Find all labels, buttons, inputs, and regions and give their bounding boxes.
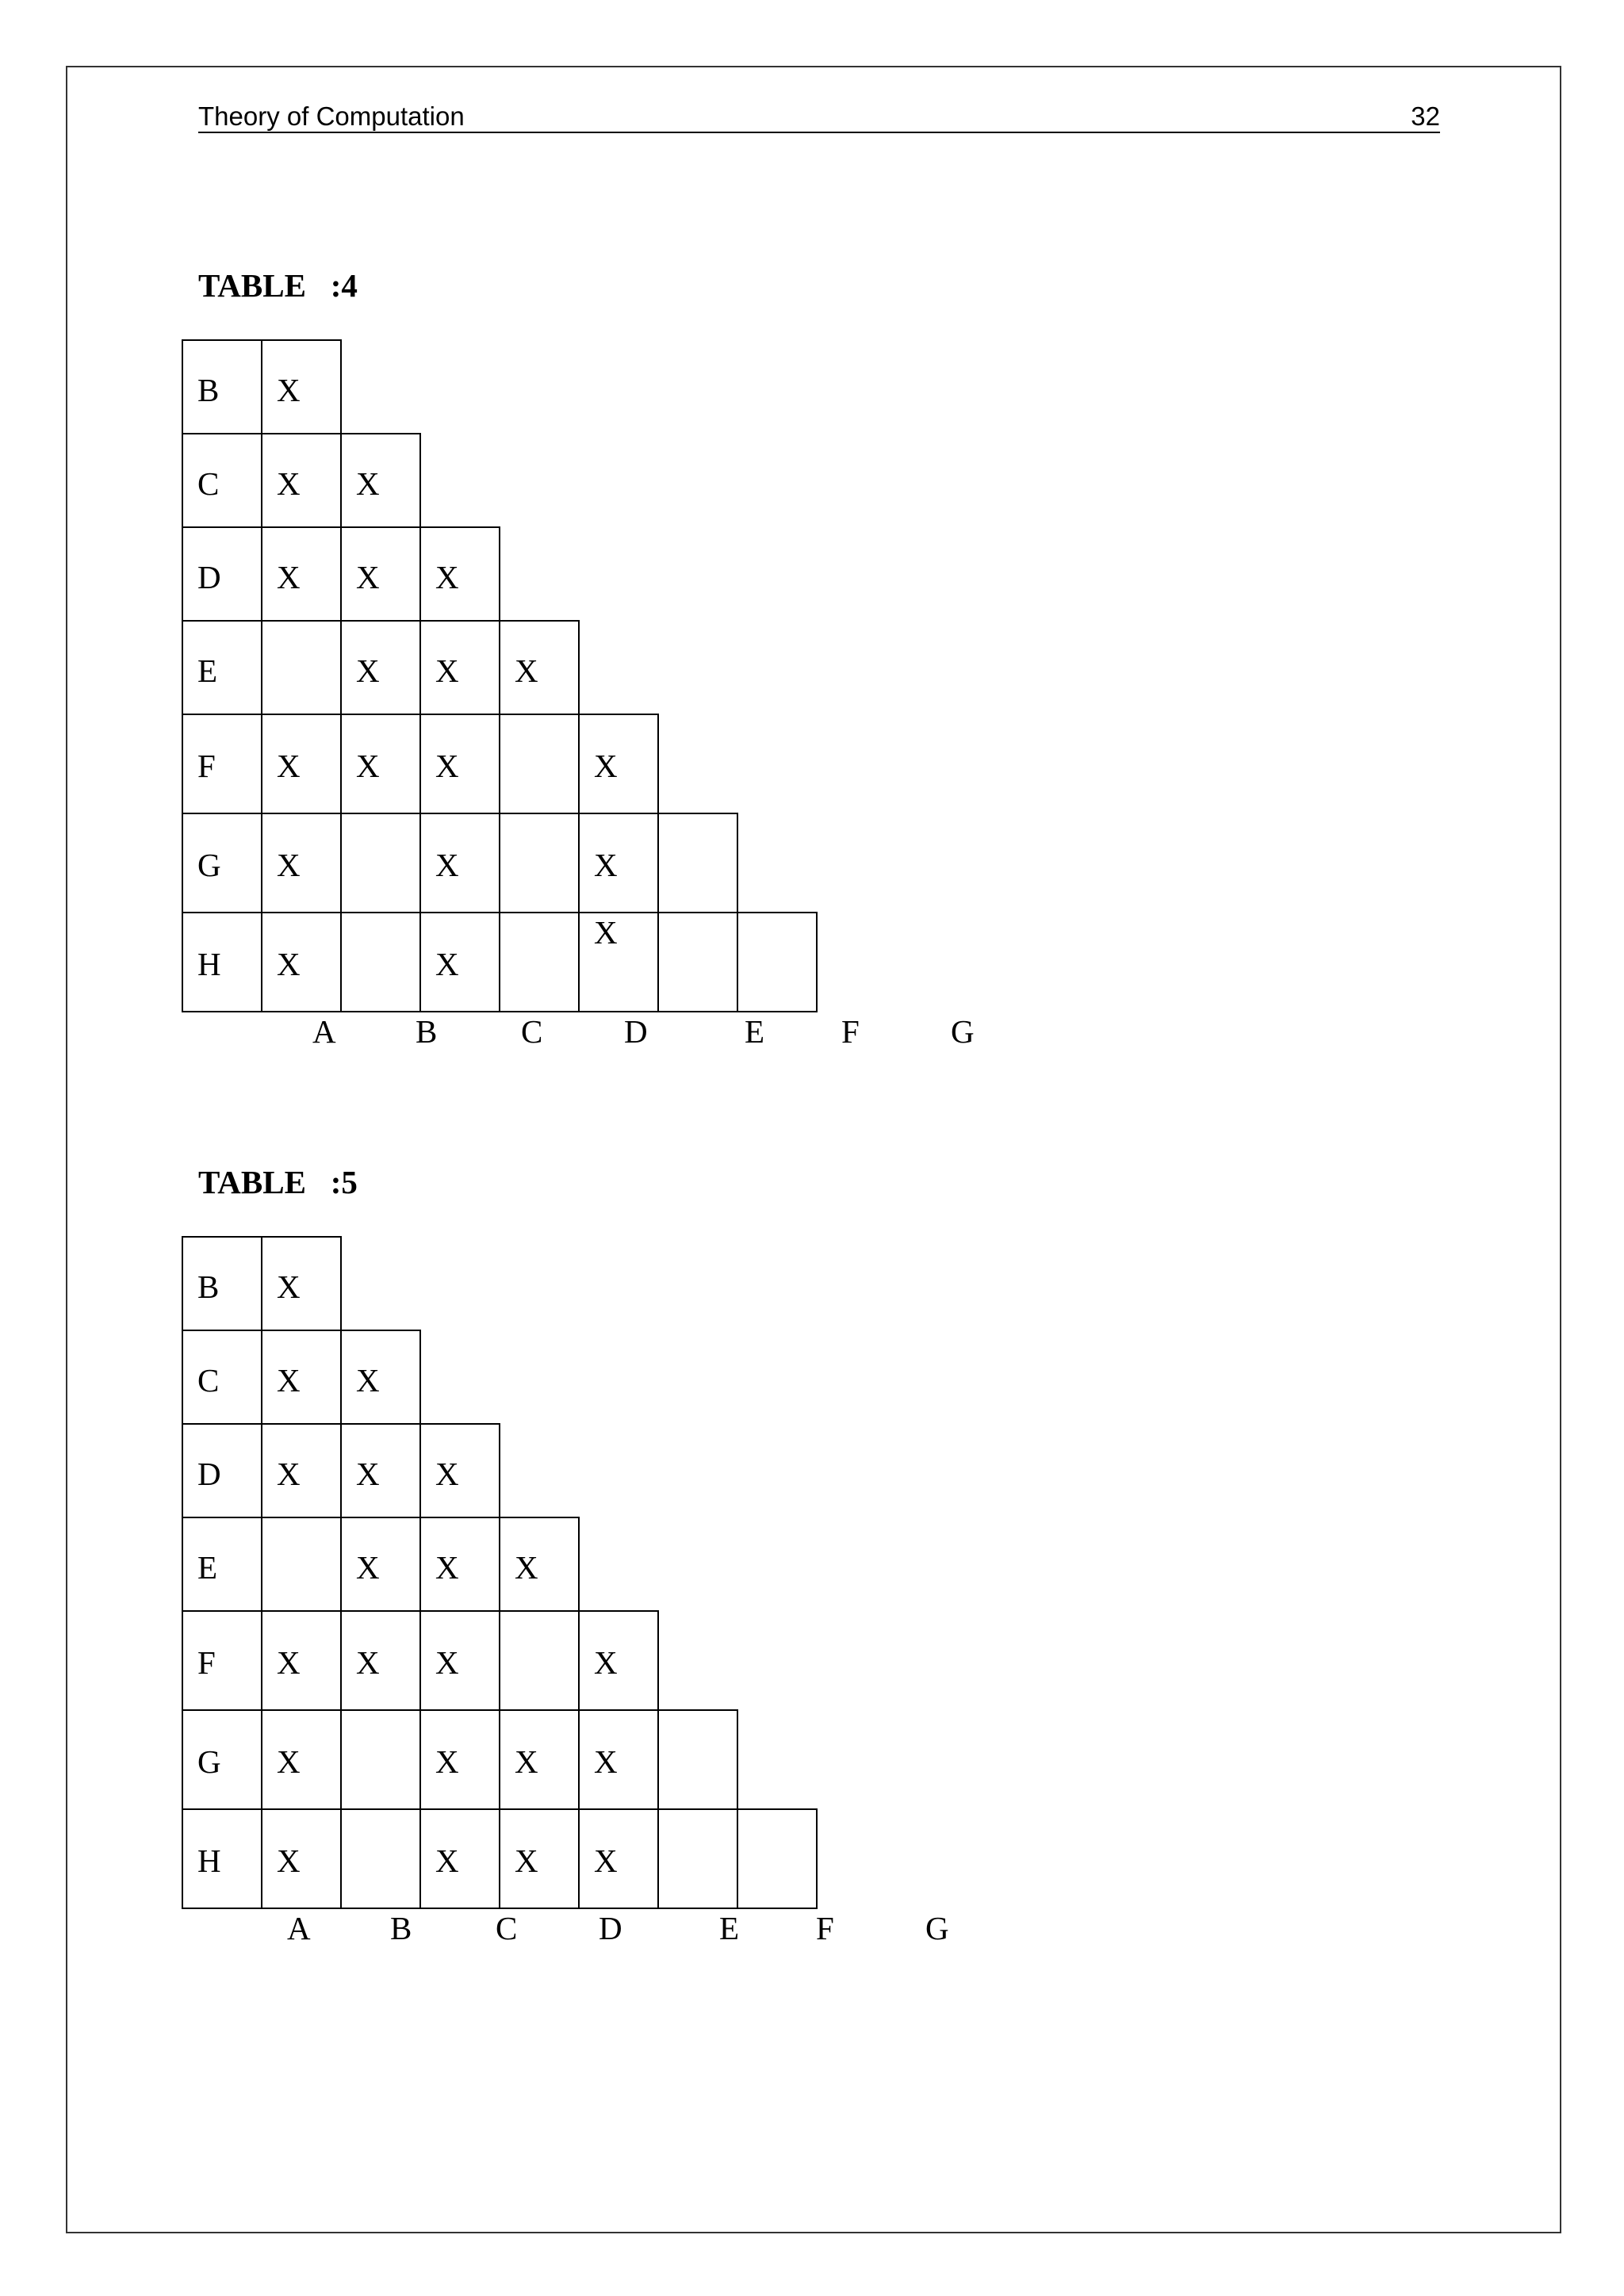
cell-mark: X: [515, 1549, 538, 1586]
table-cell: [419, 1610, 500, 1711]
row-label-cell: [182, 1330, 262, 1425]
table-cell: [499, 1709, 580, 1810]
cell-mark: X: [435, 652, 459, 689]
table-cell: [419, 813, 500, 913]
table-cell: [499, 912, 580, 1012]
cell-mark: X: [435, 1743, 459, 1780]
cell-mark: X: [594, 1843, 618, 1879]
table-cell: [419, 1517, 500, 1612]
cell-mark: X: [277, 465, 301, 502]
column-label: C: [496, 1910, 518, 1946]
column-label: F: [816, 1910, 834, 1946]
cell-mark: X: [356, 748, 380, 784]
table-cell: [340, 1610, 421, 1711]
page-number: 32: [1411, 101, 1440, 131]
table-cell: [578, 1808, 659, 1909]
cell-mark: X: [277, 748, 301, 784]
cell-mark: X: [277, 847, 301, 883]
row-label: F: [197, 1644, 216, 1681]
row-label-cell: [182, 1808, 262, 1909]
row-label-cell: [182, 620, 262, 715]
row-label-cell: [182, 912, 262, 1012]
table-cell: [578, 912, 659, 1012]
cell-mark: X: [594, 1743, 618, 1780]
cell-mark: X: [277, 1456, 301, 1492]
cell-mark: X: [356, 1644, 380, 1681]
table-cell: [340, 1330, 421, 1425]
table-cell: [340, 912, 421, 1012]
table-cell: [657, 912, 738, 1012]
column-label: B: [390, 1910, 412, 1946]
table-cell: [419, 714, 500, 814]
table-cell: [261, 1517, 342, 1612]
column-label: C: [521, 1013, 543, 1050]
row-label: C: [197, 1362, 220, 1399]
row-label-cell: [182, 813, 262, 913]
cell-mark: X: [594, 748, 618, 784]
table-cell: [419, 1808, 500, 1909]
row-label: B: [197, 1269, 220, 1305]
table-cell: [419, 620, 500, 715]
cell-mark: X: [356, 652, 380, 689]
table-cell: [261, 526, 342, 622]
table-cell: [261, 1610, 342, 1711]
row-label: E: [197, 1549, 218, 1586]
cell-mark: X: [594, 914, 618, 951]
cell-mark: X: [435, 946, 459, 982]
table-cell: [657, 1709, 738, 1810]
row-label-cell: [182, 1517, 262, 1612]
row-label: H: [197, 1843, 221, 1879]
table-cell: [419, 1423, 500, 1518]
cell-mark: X: [356, 1362, 380, 1399]
table-cell: [499, 620, 580, 715]
row-label-cell: [182, 714, 262, 814]
table-cell: [657, 813, 738, 913]
cell-mark: X: [515, 1843, 538, 1879]
column-label: A: [312, 1013, 336, 1050]
table-5-title: TABLE :5: [198, 1164, 358, 1200]
table-cell: [499, 1610, 580, 1711]
table-cell: [340, 526, 421, 622]
row-label: G: [197, 1743, 221, 1780]
row-label-cell: [182, 1709, 262, 1810]
cell-mark: X: [515, 652, 538, 689]
cell-mark: X: [594, 847, 618, 883]
column-label: F: [841, 1013, 860, 1050]
table-cell: [261, 1808, 342, 1909]
cell-mark: X: [435, 1843, 459, 1879]
row-label: B: [197, 372, 220, 408]
table-cell: [261, 1330, 342, 1425]
cell-mark: X: [277, 559, 301, 595]
cell-mark: X: [277, 372, 301, 408]
table-cell: [261, 339, 342, 434]
table-cell: [657, 1808, 738, 1909]
cell-mark: X: [356, 465, 380, 502]
row-label-cell: [182, 1610, 262, 1711]
header-title: Theory of Computation: [198, 101, 465, 131]
row-label: F: [197, 748, 216, 784]
table-cell: [261, 1423, 342, 1518]
cell-mark: X: [435, 1644, 459, 1681]
page-header: [198, 98, 1440, 133]
row-label-cell: [182, 1236, 262, 1331]
table-4-title: TABLE :4: [198, 267, 358, 304]
table-cell: [578, 714, 659, 814]
table-cell: [340, 714, 421, 814]
table-cell: [261, 620, 342, 715]
cell-mark: X: [435, 1549, 459, 1586]
cell-mark: X: [435, 559, 459, 595]
column-label: E: [745, 1013, 765, 1050]
cell-mark: X: [356, 1549, 380, 1586]
column-label: G: [925, 1910, 949, 1946]
cell-mark: X: [435, 1456, 459, 1492]
table-cell: [261, 1236, 342, 1331]
row-label: E: [197, 652, 218, 689]
row-label: D: [197, 559, 221, 595]
row-label: C: [197, 465, 220, 502]
table-cell: [340, 813, 421, 913]
table-cell: [578, 1709, 659, 1810]
table-cell: [499, 1808, 580, 1909]
table-cell: [261, 1709, 342, 1810]
table-cell: [499, 1517, 580, 1612]
row-label-cell: [182, 339, 262, 434]
cell-mark: X: [435, 748, 459, 784]
row-label-cell: [182, 1423, 262, 1518]
table-cell: [340, 1423, 421, 1518]
cell-mark: X: [277, 1269, 301, 1305]
table-cell: [737, 1808, 818, 1909]
row-label: D: [197, 1456, 221, 1492]
row-label: G: [197, 847, 221, 883]
table-cell: [340, 1709, 421, 1810]
column-label: D: [624, 1013, 648, 1050]
table-cell: [261, 433, 342, 528]
cell-mark: X: [277, 946, 301, 982]
row-label-cell: [182, 526, 262, 622]
row-label-cell: [182, 433, 262, 528]
table-cell: [499, 813, 580, 913]
cell-mark: X: [356, 1456, 380, 1492]
table-cell: [340, 1517, 421, 1612]
column-label: E: [719, 1910, 740, 1946]
table-cell: [578, 1610, 659, 1711]
table-cell: [340, 1808, 421, 1909]
table-cell: [261, 912, 342, 1012]
table-cell: [340, 620, 421, 715]
cell-mark: X: [277, 1644, 301, 1681]
table-cell: [419, 912, 500, 1012]
table-cell: [499, 714, 580, 814]
cell-mark: X: [435, 847, 459, 883]
cell-mark: X: [356, 559, 380, 595]
cell-mark: X: [277, 1362, 301, 1399]
table-cell: [419, 526, 500, 622]
cell-mark: X: [277, 1743, 301, 1780]
table-cell: [737, 912, 818, 1012]
table-cell: [261, 714, 342, 814]
table-cell: [340, 433, 421, 528]
cell-mark: X: [277, 1843, 301, 1879]
column-label: G: [951, 1013, 975, 1050]
row-label: H: [197, 946, 221, 982]
column-label: B: [416, 1013, 438, 1050]
cell-mark: X: [594, 1644, 618, 1681]
table-cell: [578, 813, 659, 913]
column-label: D: [599, 1910, 622, 1946]
column-label: A: [287, 1910, 311, 1946]
cell-mark: X: [515, 1743, 538, 1780]
table-cell: [261, 813, 342, 913]
table-cell: [419, 1709, 500, 1810]
